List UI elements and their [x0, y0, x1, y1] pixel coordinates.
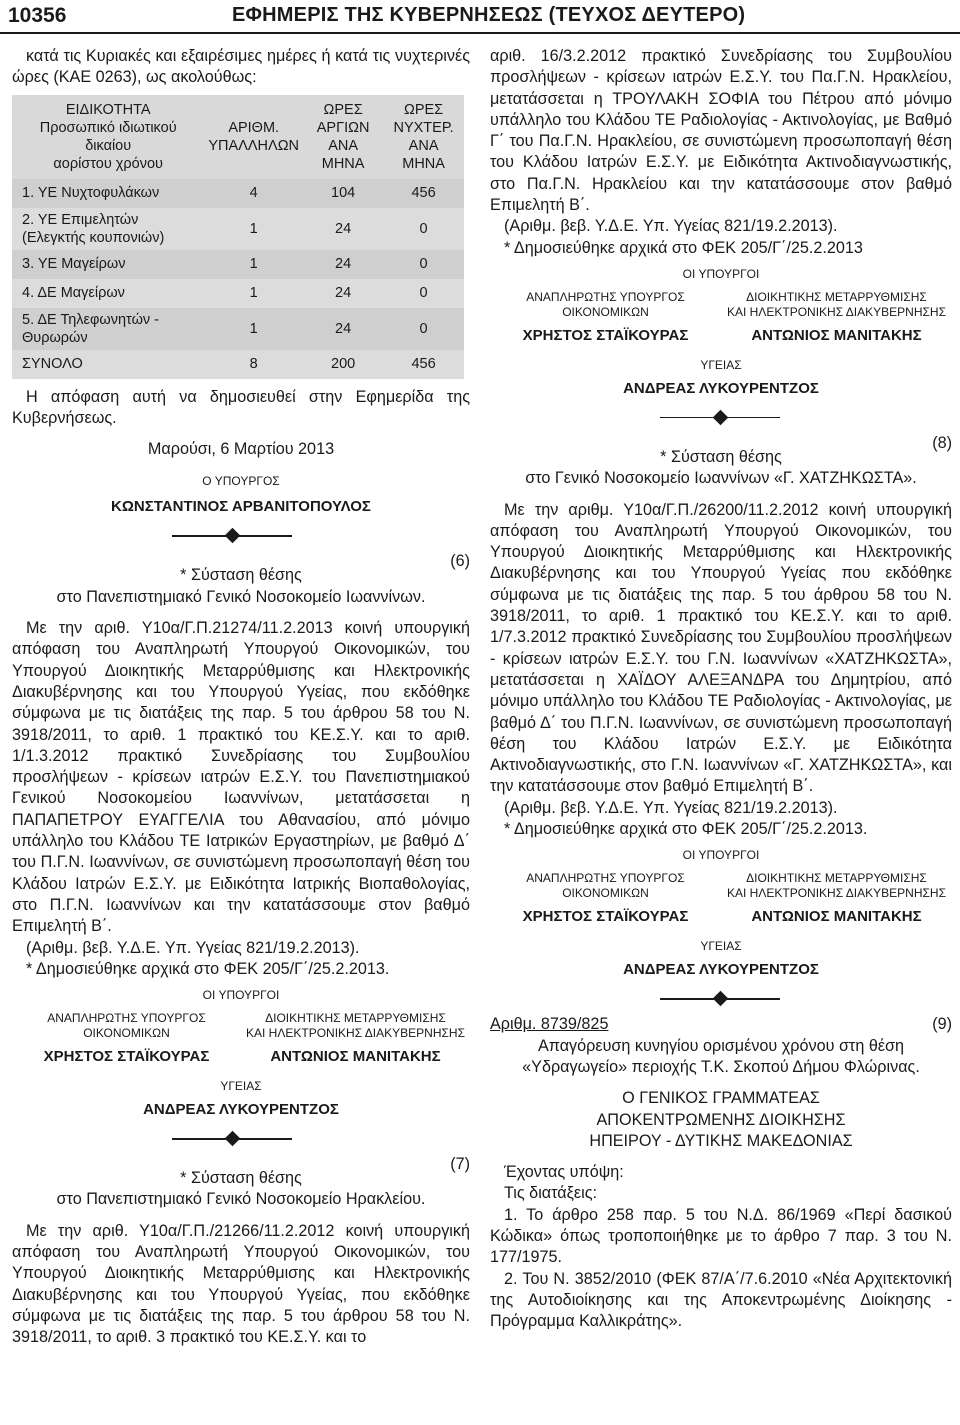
table-row: 3. ΥΕ Μαγείρων 1 24 0	[12, 250, 464, 279]
decision-8-body: Με την αριθμ. Υ10α/Γ.Π./26200/11.2.2012 κοινή υπουργική απόφαση του Αναπληρωτή Υπουργού Οικονομικών, του Υπουργού Διοικητικής Μεταρρύθμισης και Ηλεκτρονικής Διακυβέρνησης και του Υπουργού Υγείας που εκδόθηκε σύμφωνα με τις διατάξεις της παρ. 5 του άρθρου 58 του Ν. 3918/2011, το αριθ. 1 πρακτικό του ΚΕ.Σ.Υ. και το αριθ. 1/7.3.2012 πρακτικό Συνεδρίασης του Συμβουλίου προσλήψεων - κρίσεων ιατρών Ε.Σ.Υ. του Γ.Ν. Ιωαννίνων «ΧΑΤΖΗΚΩΣΤΑ», μετατάσσεται η ΧΑΪΔΟΥ ΑΛΕΞΑΝΔΡΑ του Δημητρίου, από μόνιμο υπάλληλο του Κλάδου ΤΕ Ραδιολογίας - Ακτινολογίας, με βαθμό Δ΄ του Π.Γ.Ν. Ιωαννίνων, σε συνιστώμενη προσωποπαγή θέση του Κλάδου Ιατρών Ε.Σ.Υ. με Ειδικότητα Ακτινοδιαγνωστικής, στο Γ.Ν. Ιωαννίνων «Γ. ΧΑΤΖΗΚΩΣΤΑ», και την κατατάσσουμε στον βαθμό Επιμελητή Β΄.	[490, 500, 952, 796]
signatory-name: ΑΝΤΩΝΙΟΣ ΜΑΝΙΤΑΚΗΣ	[751, 326, 922, 344]
table-header-row	[12, 95, 464, 179]
authority-line: ΑΠΟΚΕΝΤΡΩΜΕΝΗΣ ΔΙΟΙΚΗΣΗΣ	[596, 1110, 846, 1129]
verification-ref: (Αριθμ. βεβ. Υ.Δ.Ε. Υπ. Υγείας 821/19.2.2013).	[504, 798, 838, 817]
decision-title: * Σύσταση θέσης	[180, 1169, 302, 1188]
authority-line: Ο ΓΕΝΙΚΟΣ ΓΡΑΜΜΑΤΕΑΣ	[622, 1089, 820, 1108]
table-row: 4. ΔΕ Μαγείρων 1 24 0	[12, 279, 464, 308]
table-total-row: ΣΥΝΟΛΟ 8 200 456	[12, 350, 464, 379]
provision-item: 1. Το άρθρο 258 παρ. 5 του Ν.Δ. 86/1969 «Περί δασικού Κώδικα» όπως τροποποιήθηκε με το άρθρο 7 παρ. 3 του Ν. 177/1975.	[490, 1205, 952, 1267]
staff-hours-table	[12, 95, 464, 379]
diamond-ornament-icon	[713, 410, 729, 426]
section-divider	[12, 1128, 470, 1150]
decision-6-heading	[12, 551, 470, 608]
ministers-label: ΟΙ ΥΠΟΥΡΓΟΙ	[202, 988, 280, 1003]
minister-role: Ο ΥΠΟΥΡΓΟΣ	[202, 474, 280, 489]
published-note: * Δημοσιεύθηκε αρχικά στο ΦΕΚ 205/Γ΄/25.2.2013.	[26, 959, 390, 978]
decision-7-continuation: αριθ. 16/3.2.2012 πρακτικό Συνεδρίασης του Συμβουλίου προσλήψεων - κρίσεων ιατρών Ε.Σ.Υ. του Πα.Γ.Ν. Ηρακλείου, μετατάσσεται η ΤΡΟΥΛΑΚΗ ΣΟΦΙΑ του Πέτρου από μόνιμο υπάλληλο του Κλάδου ΤΕ Ραδιολογίας - Ακτινολογίας, με Βαθμό Γ΄ του Πα.Γ.Ν. Ηρακλείου, σε συνιστώμενη προσωποπαγή θέση του Κλάδου Ιατρών Ε.Σ.Υ. με Ειδικότητα Ακτινοδιαγνωστικής, στο Πα.Γ.Ν. Ηρακλείου και την κατατάσσουμε στον βαθμό Επιμελητή Β΄.	[490, 47, 952, 215]
decision-number: (6)	[450, 552, 470, 571]
signature-block: ΟΙ ΥΠΟΥΡΓΟΙ ΑΝΑΠΛΗΡΩΤΗΣ ΥΠΟΥΡΓΟΣ ΟΙΚΟΝΟΜΙΚΩΝ ΧΡΗΣΤΟΣ ΣΤΑΪΚΟΥΡΑΣ ΔΙΟΙΚΗΤΙΚΗΣ ΜΕΤΑΡΡΥΘΜΙΣΗΣ ΚΑΙ ΗΛΕΚΤΡΟΝΙΚΗΣ ΔΙΑΚΥΒΕΡΝΗΣΗΣ ΑΝΤΩΝΙΟΣ ΜΑΝΙΤΑΚΗΣ ΥΓΕΙΑΣ ΑΝΔΡΕΑΣ ΛΥΚΟΥΡΕΝΤΖΟΣ	[12, 988, 470, 1120]
header-night-hours: ΩΡΕΣ ΝΥΧΤΕΡ. ΑΝΑ ΜΗΝΑ	[393, 101, 454, 172]
signatory-name: ΑΝΔΡΕΑΣ ΛΥΚΟΥΡΕΝΤΖΟΣ	[623, 379, 819, 397]
signatory-name: ΑΝΔΡΕΑΣ ΛΥΚΟΥΡΕΝΤΖΟΣ	[623, 961, 819, 979]
decision-number: (8)	[932, 433, 952, 452]
decision-8-heading	[490, 433, 952, 490]
diamond-ornament-icon	[225, 528, 241, 544]
table-row: 1. ΥΕ Νυχτοφυλάκων 4 104 456	[12, 179, 464, 208]
page-header	[0, 0, 960, 34]
diamond-ornament-icon	[713, 991, 729, 1007]
decision-title: * Σύσταση θέσης	[180, 566, 302, 585]
table-row: 5. ΔΕ Τηλεφωνητών - Θυρωρών 1 24 0	[12, 308, 464, 350]
decision-number: (9)	[932, 1015, 952, 1034]
decision-label: Αριθμ. 8739/825	[490, 1015, 609, 1034]
header-count: ΑΡΙΘΜ. ΥΠΑΛΛΗΛΩΝ	[208, 119, 300, 154]
decision-subtitle: στο Πανεπιστημιακό Γενικό Νοσοκομείο Ηρακλείου.	[56, 1190, 426, 1209]
signatory-name: ΑΝΤΩΝΙΟΣ ΜΑΝΙΤΑΚΗΣ	[270, 1048, 441, 1066]
signatory-name: ΧΡΗΣΤΟΣ ΣΤΑΪΚΟΥΡΑΣ	[522, 326, 689, 344]
header-specialty: ΕΙΔΙΚΟΤΗΤΑ Προσωπικό ιδιωτικού δικαίου αορίστου χρόνου	[39, 101, 177, 172]
decision-7-body: Με την αριθ. Υ10α/Γ.Π./21266/11.2.2012 κοινή υπουργική απόφαση του Αναπληρωτή Υπουργού Οικονομικών, του Υπουργού Διοικητικής Μεταρρύθμισης και Ηλεκτρονικής Διακυβέρνησης και του Υπουργού Υγείας, που εκδόθηκε σύμφωνα με τις διατάξεις της παρ. 5 του άρθρου 58 του Ν. 3918/2011, το αριθ. 3 πρακτικό του ΚΕ.Σ.Υ. και το	[12, 1221, 470, 1347]
page-number: 10356	[8, 4, 67, 27]
section-divider	[490, 988, 952, 1010]
provision-item: 2. Του Ν. 3852/2010 (ΦΕΚ 87/Α΄/7.6.2010 «Νέα Αρχιτεκτονική της Αυτοδιοίκησης και της Αποκεντρωμένης Διοίκησης - Πρόγραμμα Καλλικράτης».	[490, 1269, 952, 1331]
minister-name: ΚΩΝΣΤΑΝΤΙΝΟΣ ΑΡΒΑΝΙΤΟΠΟΥΛΟΣ	[111, 498, 371, 516]
section-divider	[490, 407, 952, 429]
authority-line: ΗΠΕΙΡΟΥ - ΔΥΤΙΚΗΣ ΜΑΚΕΔΟΝΙΑΣ	[589, 1131, 853, 1150]
ministers-label: ΟΙ ΥΠΟΥΡΓΟΙ	[682, 266, 760, 281]
signatory-name: ΧΡΗΣΤΟΣ ΣΤΑΪΚΟΥΡΑΣ	[43, 1048, 210, 1066]
header-idle-hours: ΩΡΕΣ ΑΡΓΙΩΝ ΑΝΑ ΜΗΝΑ	[316, 101, 370, 172]
gazette-title: ΕΦΗΜΕΡΙΣ ΤΗΣ ΚΥΒΕΡΝΗΣΕΩΣ (ΤΕΥΧΟΣ ΔΕΥΤΕΡΟ)	[232, 4, 746, 26]
decision-7-heading	[12, 1154, 470, 1211]
published-note: * Δημοσιεύθηκε αρχικά στο ΦΕΚ 205/Γ΄/25.2.2013.	[504, 820, 868, 839]
signature-block: ΟΙ ΥΠΟΥΡΓΟΙ ΑΝΑΠΛΗΡΩΤΗΣ ΥΠΟΥΡΓΟΣ ΟΙΚΟΝΟΜΙΚΩΝ ΧΡΗΣΤΟΣ ΣΤΑΪΚΟΥΡΑΣ ΔΙΟΙΚΗΤΙΚΗΣ ΜΕΤΑΡΡΥΘΜΙΣΗΣ ΚΑΙ ΗΛΕΚΤΡΟΝΙΚΗΣ ΔΙΑΚΥΒΕΡΝΗΣΗΣ ΑΝΤΩΝΙΟΣ ΜΑΝΙΤΑΚΗΣ ΥΓΕΙΑΣ ΑΝΔΡΕΑΣ ΛΥΚΟΥΡΕΝΤΖΟΣ	[490, 848, 952, 980]
decision-subtitle: στο Πανεπιστημιακό Γενικό Νοσοκομείο Ιωαννίνων.	[56, 587, 426, 606]
right-column	[490, 46, 952, 1332]
signatory-name: ΧΡΗΣΤΟΣ ΣΤΑΪΚΟΥΡΑΣ	[522, 908, 689, 926]
left-column	[12, 46, 470, 1349]
signature-block: ΟΙ ΥΠΟΥΡΓΟΙ ΑΝΑΠΛΗΡΩΤΗΣ ΥΠΟΥΡΓΟΣ ΟΙΚΟΝΟΜΙΚΩΝ ΧΡΗΣΤΟΣ ΣΤΑΪΚΟΥΡΑΣ ΔΙΟΙΚΗΤΙΚΗΣ ΜΕΤΑΡΡΥΘΜΙΣΗΣ ΚΑΙ ΗΛΕΚΤΡΟΝΙΚΗΣ ΔΙΑΚΥΒΕΡΝΗΣΗΣ ΑΝΤΩΝΙΟΣ ΜΑΝΙΤΑΚΗΣ ΥΓΕΙΑΣ ΑΝΔΡΕΑΣ ΛΥΚΟΥΡΕΝΤΖΟΣ	[490, 267, 952, 399]
table-row: 2. ΥΕ Επιμελητών (Ελεγκτής κουπονιών) 1 24 0	[12, 208, 464, 250]
decision-title: Απαγόρευση κυνηγίου ορισμένου χρόνου στη θέση «Υδραγωγείο» περιοχής Τ.Κ. Σκοπού Δήμου Φλώρινας.	[522, 1036, 920, 1076]
verification-ref: (Αριθμ. βεβ. Υ.Δ.Ε. Υπ. Υγείας 821/19.2.2013).	[26, 938, 360, 957]
decision-6-body: Με την αριθ. Υ10α/Γ.Π.21274/11.2.2013 κοινή υπουργική απόφαση του Αναπληρωτή Υπουργού Οικονομικών, του Υπουργού Διοικητικής Μεταρρύθμισης και Ηλεκτρονικής Διακυβέρνησης και του Υπουργού Υγείας, που εκδόθηκε σύμφωνα με τις διατάξεις της παρ. 5 του άρθρου 58 του Ν. 3918/2011, το αριθ. 1 πρακτικό του ΚΕ.Σ.Υ. και το αριθ. 1/1.3.2012 πρακτικό Συνεδρίασης του Συμβουλίου προσλήψεων - κρίσεων ιατρών Ε.Σ.Υ. του Πανεπιστημιακού Γενικού Νοσοκομείου Ιωαννίνων, μετατάσσεται η ΠΑΠΑΠΕΤΡΟΥ ΕΥΑΓΓΕΛΙΑ του Αθανασίου, από μόνιμο υπάλληλο του Κλάδου ΤΕ Ιατρικών Εργαστηρίων, με βαθμό Δ΄ του Π.Γ.Ν. Ιωαννίνων, σε συνιστώμενη προσωποπαγή θέση του Κλάδου Ιατρών Ε.Σ.Υ. με Ειδικότητα Ιατρικής Βιοπαθολογίας, στο Π.Γ.Ν. Ιωαννίνων και την κατατάσσουμε στον βαθμό Επιμελητή Β΄.	[12, 619, 470, 936]
place-date: Μαρούσι, 6 Μαρτίου 2013	[147, 440, 335, 459]
publish-note: Η απόφαση αυτή να δημοσιευθεί στην Εφημερίδα της Κυβερνήσεως.	[12, 387, 470, 427]
section-divider	[12, 525, 470, 547]
decision-title: * Σύσταση θέσης	[660, 447, 782, 466]
signatory-name: ΑΝΔΡΕΑΣ ΛΥΚΟΥΡΕΝΤΖΟΣ	[143, 1101, 339, 1119]
diamond-ornament-icon	[225, 1131, 241, 1147]
decision-subtitle: στο Γενικό Νοσοκομείο Ιωαννίνων «Γ. ΧΑΤΖΗΚΩΣΤΑ».	[525, 469, 917, 488]
verification-ref: (Αριθμ. βεβ. Υ.Δ.Ε. Υπ. Υγείας 821/19.2.2013).	[504, 217, 838, 236]
decision-9-heading	[490, 1014, 952, 1035]
intro-paragraph: κατά τις Κυριακές και εξαιρέσιμες ημέρες ή κατά τις νυχτερινές ώρες (ΚΑΕ 0263), ως ακολούθως:	[12, 47, 470, 87]
decision-number: (7)	[450, 1155, 470, 1174]
published-note: * Δημοσιεύθηκε αρχικά στο ΦΕΚ 205/Γ΄/25.2.2013	[504, 238, 863, 257]
signatory-name: ΑΝΤΩΝΙΟΣ ΜΑΝΙΤΑΚΗΣ	[751, 908, 922, 926]
having-regard: Έχοντας υπόψη:	[504, 1163, 624, 1182]
provisions-label: Τις διατάξεις:	[504, 1184, 598, 1203]
ministers-label: ΟΙ ΥΠΟΥΡΓΟΙ	[682, 848, 760, 863]
